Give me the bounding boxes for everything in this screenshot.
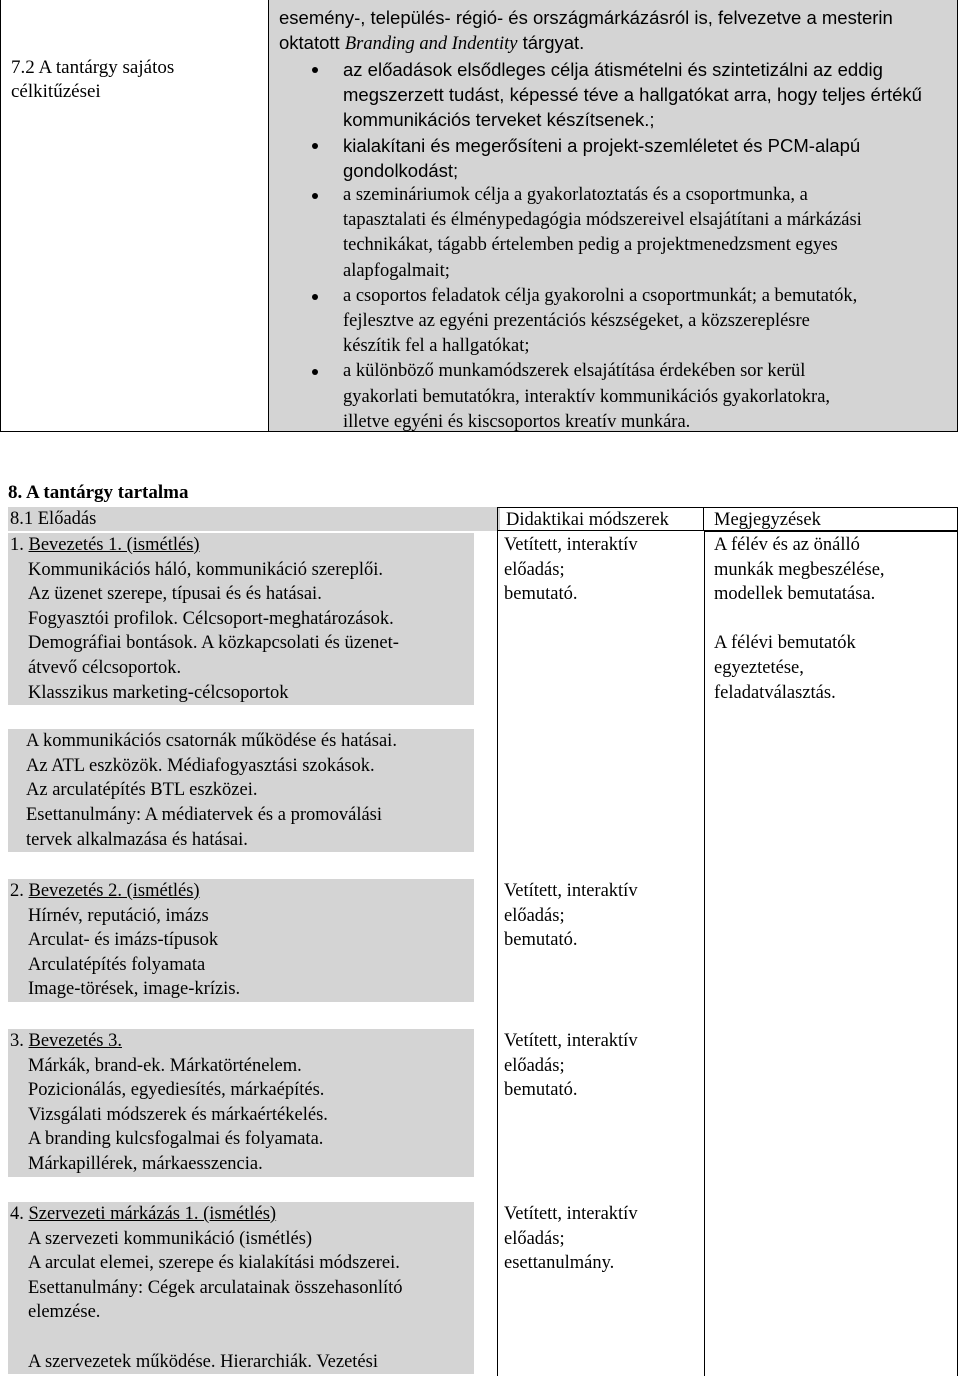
title-underlined: Bevezetés 3.: [28, 1031, 122, 1051]
objective-bullet: [279, 359, 947, 435]
title-suffix: (ismétlés): [122, 535, 200, 555]
objectives-bullet-list: [279, 57, 947, 435]
lecture-line: Kommunikációs háló, kommunikáció szereplői.: [28, 559, 384, 580]
lecture-line: Fogyasztói profilok. Célcsoport-meghatározások.: [28, 608, 394, 629]
lecture-line: A szervezetek működése. Hierarchiák. Vezetési: [28, 1351, 378, 1372]
bullet-dot-icon: [312, 67, 318, 73]
methods-cell-1: [504, 533, 638, 607]
methods-cell-3: [504, 1029, 638, 1103]
lecture-line: Arculat- és imázs-típusok: [28, 930, 219, 951]
bullet-line: illetve egyéni és kiscsoportos kreatív munkára.: [343, 411, 691, 432]
divider: [497, 531, 498, 1376]
notes-line: munkák megbeszélése,: [714, 559, 885, 580]
lecture-line: Image-törések, image-krízis.: [28, 979, 241, 1000]
bullet-line: készítik fel a hallgatókat;: [343, 336, 530, 357]
objectives-table: [0, 0, 958, 432]
lecture-block-3: [8, 1029, 474, 1177]
lecture-line: A kommunikációs csatornák működése és hatásai.: [26, 731, 397, 752]
divider: [704, 531, 705, 1376]
title-number: 1.: [10, 535, 29, 555]
divider: [957, 507, 958, 1376]
lecture-spacer: [28, 1325, 474, 1350]
content-table: [0, 507, 960, 1376]
bullet-line: kommunikációs terveket készítsenek.;: [343, 109, 655, 131]
lecture-line: elemzése.: [28, 1302, 101, 1323]
objectives-label-line: célkitűzései: [11, 81, 101, 102]
bullet-line: kialakítani és megerősíteni a projekt-szemléletet és PCM-alapú: [343, 134, 861, 156]
title-underlined: Szervezeti márkázás 1.: [28, 1204, 199, 1224]
notes-line: egyeztetése,: [714, 657, 804, 678]
intro-line: esemény-, település- régió- és országmárkázásról is, felvezetve a mesterin: [279, 7, 893, 28]
lecture-block-1: [8, 533, 474, 852]
notes-cell-1: [714, 533, 885, 705]
title-number: 3.: [10, 1031, 29, 1051]
lecture-line: Hírnév, reputáció, imázs: [28, 905, 209, 926]
methods-line: bemutató.: [504, 930, 578, 951]
lecture-line: Az arculatépítés BTL eszközei.: [26, 780, 258, 801]
bullet-line: a különböző munkamódszerek elsajátítása érdekében sor kerül: [343, 361, 806, 382]
title-underlined: Bevezetés 2.: [28, 881, 122, 901]
bullet-line: a szemináriumok célja a gyakorlatoztatás és a csoportmunka, a: [343, 185, 808, 206]
lecture-block-extra: [8, 729, 474, 852]
bullet-line: technikákat, tágabb értelemben pedig a projektmenedzsment egyes: [343, 235, 838, 256]
divider: [497, 530, 958, 531]
lecture-line: Vizsgálati módszerek és márkaértékelés.: [28, 1104, 328, 1125]
bullet-line: fejlesztve az egyéni prezentációs készségeket, a közszereplésre: [343, 311, 810, 332]
lecture-line: A branding kulcsfogalmai és folyamata.: [28, 1129, 324, 1150]
lecture-title: [10, 533, 474, 558]
lecture-line: Az ATL eszközök. Médiafogyasztási szokások.: [26, 755, 375, 776]
lecture-block-4: [8, 1202, 474, 1374]
lecture-line: Az üzenet szerepe, típusai és és hatásai.: [28, 584, 322, 605]
lecture-line: Arculatépítés folyamata: [28, 954, 206, 975]
lecture-line: A szervezeti kommunikáció (ismétlés): [28, 1228, 313, 1249]
lecture-line: Klasszikus marketing-célcsoportok: [28, 682, 289, 703]
notes-line: modellek bemutatása.: [714, 584, 876, 605]
bullet-dot-icon: [312, 294, 318, 300]
objectives-content-cell: [269, 0, 957, 431]
methods-line: előadás;: [504, 905, 565, 926]
lecture-line: Pozicionálás, egyediesítés, márkaépítés.: [28, 1080, 325, 1101]
header-methods: Didaktikai módszerek: [497, 507, 704, 531]
lecture-line: Esettanulmány: A médiatervek és a promoválási: [26, 804, 383, 825]
lecture-line: Demográfiai bontások. A közkapcsolati és üzenet-: [28, 633, 399, 654]
notes-line: feladatválasztás.: [714, 682, 836, 703]
objectives-intro: [279, 5, 947, 57]
header-lecture: 8.1 Előadás: [8, 507, 500, 531]
title-underlined: Bevezetés 1.: [28, 535, 122, 555]
divider: [704, 531, 958, 532]
intro-line: [279, 30, 947, 57]
methods-line: bemutató.: [504, 584, 578, 605]
methods-cell-2: [504, 879, 638, 953]
notes-spacer: [714, 607, 885, 632]
lecture-line: átvevő célcsoportok.: [28, 657, 182, 678]
intro-text: oktatott: [279, 32, 345, 53]
bullet-line: gondolkodást;: [343, 159, 459, 181]
methods-line: előadás;: [504, 559, 565, 580]
methods-line: Vetített, interaktív: [504, 1031, 638, 1051]
header-notes: Megjegyzések: [704, 507, 958, 531]
title-suffix: (ismétlés): [198, 1204, 277, 1224]
lecture-title: [10, 879, 474, 904]
bullet-dot-icon: [312, 143, 318, 149]
objectives-label-cell: [1, 0, 269, 431]
bullet-dot-icon: [312, 193, 318, 199]
course-name: Branding and Indentity: [344, 34, 518, 54]
bullet-line: gyakorlati bemutatókra, interaktív kommunikációs gyakorlatokra,: [343, 386, 831, 407]
methods-line: előadás;: [504, 1055, 565, 1076]
lecture-line: Esettanulmány: Cégek arculatainak összehasonlító: [28, 1277, 403, 1298]
methods-line: esettanulmány.: [504, 1253, 615, 1274]
bullet-line: az előadások elsődleges célja átismételni és szintetizálni az eddig: [343, 59, 883, 80]
title-suffix: (ismétlés): [122, 881, 200, 901]
intro-text: tárgyat.: [517, 32, 585, 53]
notes-line: A félévi bemutatók: [714, 633, 856, 654]
lecture-line: tervek alkalmazása és hatásai.: [26, 829, 248, 850]
lecture-title: [10, 1202, 474, 1227]
lecture-block-2: [8, 879, 474, 1002]
lecture-line: Márkák, brand-ek. Márkatörténelem.: [28, 1055, 302, 1076]
lecture-block-body: [8, 533, 474, 705]
notes-line: A félév és az önálló: [714, 535, 860, 555]
methods-line: előadás;: [504, 1228, 565, 1249]
objectives-label-line: 7.2 A tantárgy sajátos: [11, 57, 175, 78]
bullet-line: alapfogalmait;: [343, 260, 450, 281]
bullet-dot-icon: [312, 369, 318, 375]
methods-line: bemutató.: [504, 1080, 578, 1101]
bullet-line: a csoportos feladatok célja gyakorolni a csoportmunkát; a bemutatók,: [343, 285, 858, 306]
title-number: 4.: [10, 1204, 29, 1224]
objective-bullet: [279, 284, 947, 360]
section-title: 8. A tantárgy tartalma: [8, 482, 189, 503]
bullet-line: tapasztalati és élménypedagógia módszereivel elsajátítani a márkázási: [343, 210, 862, 231]
methods-line: Vetített, interaktív: [504, 881, 638, 901]
bullet-line: megszerzett tudást, képessé téve a hallgatókat arra, hogy teljes értékű: [343, 84, 922, 106]
objective-bullet: [279, 183, 947, 284]
lecture-title: [10, 1029, 474, 1054]
title-number: 2.: [10, 881, 29, 901]
lecture-line: A arculat elemei, szerepe és kialakítási módszerei.: [28, 1253, 400, 1274]
lecture-line: Márkapillérek, márkaesszencia.: [28, 1153, 263, 1174]
methods-cell-4: [504, 1202, 638, 1276]
objective-bullet: [279, 133, 947, 183]
objective-bullet: [279, 57, 947, 133]
methods-line: Vetített, interaktív: [504, 1204, 638, 1224]
methods-line: Vetített, interaktív: [504, 535, 638, 555]
